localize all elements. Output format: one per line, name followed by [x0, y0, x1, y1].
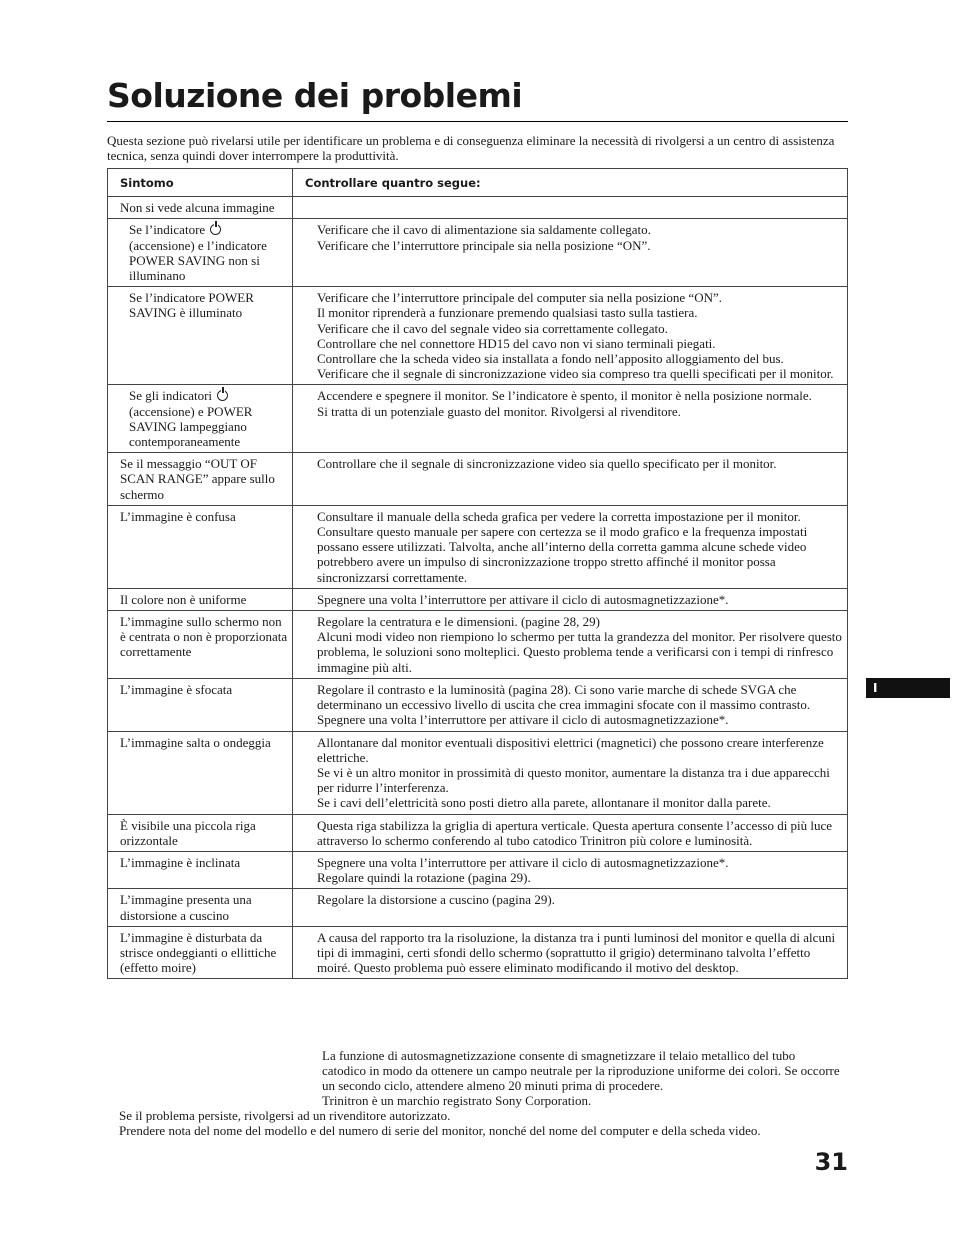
troubleshooting-table — [107, 168, 848, 979]
symptom-cell: È visibile una piccola riga orizzontale — [108, 814, 293, 851]
check-line: Verificare che il segnale di sincronizzazione video sia compreso tra quelli specificati per il monitor. — [317, 366, 834, 382]
table-row — [108, 505, 848, 588]
check-cell — [293, 219, 848, 287]
check-cell — [293, 611, 848, 679]
check-cell — [293, 588, 848, 610]
footer-notes — [119, 1108, 859, 1138]
footnote-text: La funzione di autosmagnetizzazione consente di smagnetizzare il telaio metallico del tubo catodico in modo da ottenere un campo neutrale per la riproduzione uniforme dei colori. Se occorre un secondo ciclo, attendere almeno 20 minuti prima di procedere. — [322, 1048, 840, 1093]
symptom-cell: Se il messaggio “OUT OF SCAN RANGE” appare sullo schermo — [108, 453, 293, 506]
footnote-autosmag — [322, 1048, 842, 1108]
check-cell — [293, 814, 848, 851]
model-note: Prendere nota del nome del modello e del numero di serie del monitor, nonché del nome del computer e della scheda video. — [119, 1123, 761, 1138]
trademark-note: Trinitron è un marchio registrato Sony Corporation. — [322, 1093, 592, 1108]
table-header-row — [108, 169, 848, 197]
header-check: Controllare quantro segue: — [293, 169, 848, 197]
check-line: Se vi è un altro monitor in prossimità di questo monitor, aumentare la distanza tra i due apparecchi per ridurre l’interferenza. — [317, 764, 830, 796]
check-cell — [293, 453, 848, 506]
check-line: Regolare quindi la rotazione (pagina 29). — [317, 870, 531, 886]
check-cell — [293, 385, 848, 453]
symptom-cell: Il colore non è uniforme — [108, 588, 293, 610]
check-line: Verificare che il cavo del segnale video sia correttamente collegato. — [317, 320, 668, 336]
check-line: Regolare il contrasto e la luminosità (pagina 28). Ci sono varie marche di schede SVGA che determinano un eccessivo livello di uscita che crea immagini sfocate con il massimo contrasto. — [317, 681, 811, 713]
header-symptom: Sintomo — [108, 169, 293, 197]
check-line: Consultare questo manuale per sapere con certezza se il modo grafico e la frequenza impostati possano essere utilizzati. Talvolta, anche all’interno della corretta gamma alcune schede video potrebbero avere un impulso di sincronizzazione troppo stretto affinché il monitor possa sincronizzarsi correttamente. — [317, 524, 808, 585]
check-cell — [293, 678, 848, 731]
check-line: Spegnere una volta l’interruttore per attivare il ciclo di autosmagnetizzazione*. — [317, 712, 729, 728]
symptom-cell: L’immagine è inclinata — [108, 851, 293, 888]
table-row — [108, 851, 848, 888]
check-line: Alcuni modi video non riempiono lo schermo per tutta la grandezza del monitor. Per risolvere questo problema, le soluzioni sono molteplici. Questo problema tende a verificarsi con i tempi di rinfresco immagine più alti. — [317, 629, 842, 675]
check-cell — [293, 851, 848, 888]
table-row — [108, 219, 848, 287]
persist-note: Se il problema persiste, rivolgersi ad un rivenditore autorizzato. — [119, 1108, 451, 1123]
check-line: Accendere e spegnere il monitor. Se l’indicatore è spento, il monitor è nella posizione normale. — [317, 388, 812, 404]
symptom-text: (accensione) e POWER SAVING lampeggiano contemporaneamente — [129, 403, 253, 450]
check-line: Verificare che l’interruttore principale sia nella posizione “ON”. — [317, 237, 651, 253]
symptom-text: Se gli indicatori — [129, 388, 213, 404]
check-line: Verificare che il cavo di alimentazione sia saldamente collegato. — [317, 222, 651, 238]
check-line: A causa del rapporto tra la risoluzione, la distanza tra i punti luminosi del monitor e quella di alcuni tipi di immagini, certi sfondi dello schermo (soprattutto il grigio) determinano talvolta l’effetto moiré. Questo problema può essere eliminato modificando il motivo del desktop. — [317, 929, 836, 976]
title-rule — [107, 121, 848, 122]
check-line: Questa riga stabilizza la griglia di apertura verticale. Questa apertura consente l’accesso di più luce attraverso lo schermo conferendo al tubo catodico Trinitron più colore e luminosità. — [317, 817, 833, 848]
symptom-cell: L’immagine sullo schermo non è centrata o non è proporzionata correttamente — [108, 611, 293, 679]
intro-paragraph: Questa sezione può rivelarsi utile per identificare un problema e di conseguenza eliminare la necessità di rivolgersi a un centro di assistenza tecnica, senza quindi dover interrompere la produttività. — [107, 133, 835, 163]
page-number: 31 — [814, 1148, 848, 1176]
check-line: Controllare che il segnale di sincronizzazione video sia quello specificato per il monitor. — [317, 456, 777, 472]
check-cell — [293, 197, 848, 219]
table-row — [108, 453, 848, 506]
symptom-cell: L’immagine salta o ondeggia — [108, 731, 293, 814]
check-line: Controllare che la scheda video sia installata a fondo nell’apposito alloggiamento del bus. — [317, 351, 784, 367]
symptom-cell — [108, 219, 293, 287]
check-line: Regolare la distorsione a cuscino (pagina 29). — [317, 892, 555, 908]
table-row — [108, 611, 848, 679]
symptom-cell: L’immagine è sfocata — [108, 678, 293, 731]
power-icon — [210, 224, 221, 235]
symptom-cell: L’immagine presenta una distorsione a cuscino — [108, 889, 293, 926]
check-cell — [293, 731, 848, 814]
check-cell — [293, 287, 848, 385]
check-line: Se i cavi dell’elettricità sono posti dietro alla parete, allontanare il monitor dalla parete. — [317, 795, 771, 811]
check-cell — [293, 926, 848, 979]
check-cell — [293, 505, 848, 588]
check-line: Regolare la centratura e le dimensioni. (pagine 28, 29) — [317, 614, 601, 630]
table-row — [108, 814, 848, 851]
page-title: Soluzione dei problemi — [107, 76, 523, 115]
table-row — [108, 588, 848, 610]
symptom-cell: Non si vede alcuna immagine — [108, 197, 293, 219]
symptom-cell: L’immagine è disturbata da strisce ondeggianti o ellittiche (effetto moire) — [108, 926, 293, 979]
table-row — [108, 197, 848, 219]
check-line: Si tratta di un potenziale guasto del monitor. Rivolgersi al rivenditore. — [317, 403, 681, 419]
check-line: Spegnere una volta l’interruttore per attivare il ciclo di autosmagnetizzazione*. — [317, 854, 729, 870]
symptom-cell: L’immagine è confusa — [108, 505, 293, 588]
check-line: Consultare il manuale della scheda grafica per vedere la corretta impostazione per il monitor. — [317, 508, 801, 524]
power-icon — [217, 390, 228, 401]
check-line: Il monitor riprenderà a funzionare premendo qualsiasi tasto sulla tastiera. — [317, 305, 698, 321]
check-line: Controllare che nel connettore HD15 del cavo non vi siano terminali piegati. — [317, 335, 716, 351]
table-row — [108, 926, 848, 979]
check-cell — [293, 889, 848, 926]
check-line: Spegnere una volta l’interruttore per attivare il ciclo di autosmagnetizzazione*. — [317, 591, 729, 607]
table-row — [108, 385, 848, 453]
symptom-text: Se l’indicatore — [129, 222, 206, 238]
table-row — [108, 889, 848, 926]
check-line: Allontanare dal monitor eventuali dispositivi elettrici (magnetici) che possono creare interferenze elettriche. — [317, 734, 824, 765]
table-row — [108, 287, 848, 385]
check-line: Verificare che l’interruttore principale del computer sia nella posizione “ON”. — [317, 290, 722, 306]
table-row — [108, 731, 848, 814]
symptom-cell — [108, 385, 293, 453]
symptom-cell: Se l’indicatore POWER SAVING è illuminato — [108, 287, 293, 385]
symptom-text: (accensione) e l’indicatore POWER SAVING non si illuminano — [129, 237, 267, 284]
language-tab: I — [866, 678, 950, 698]
table-row — [108, 678, 848, 731]
